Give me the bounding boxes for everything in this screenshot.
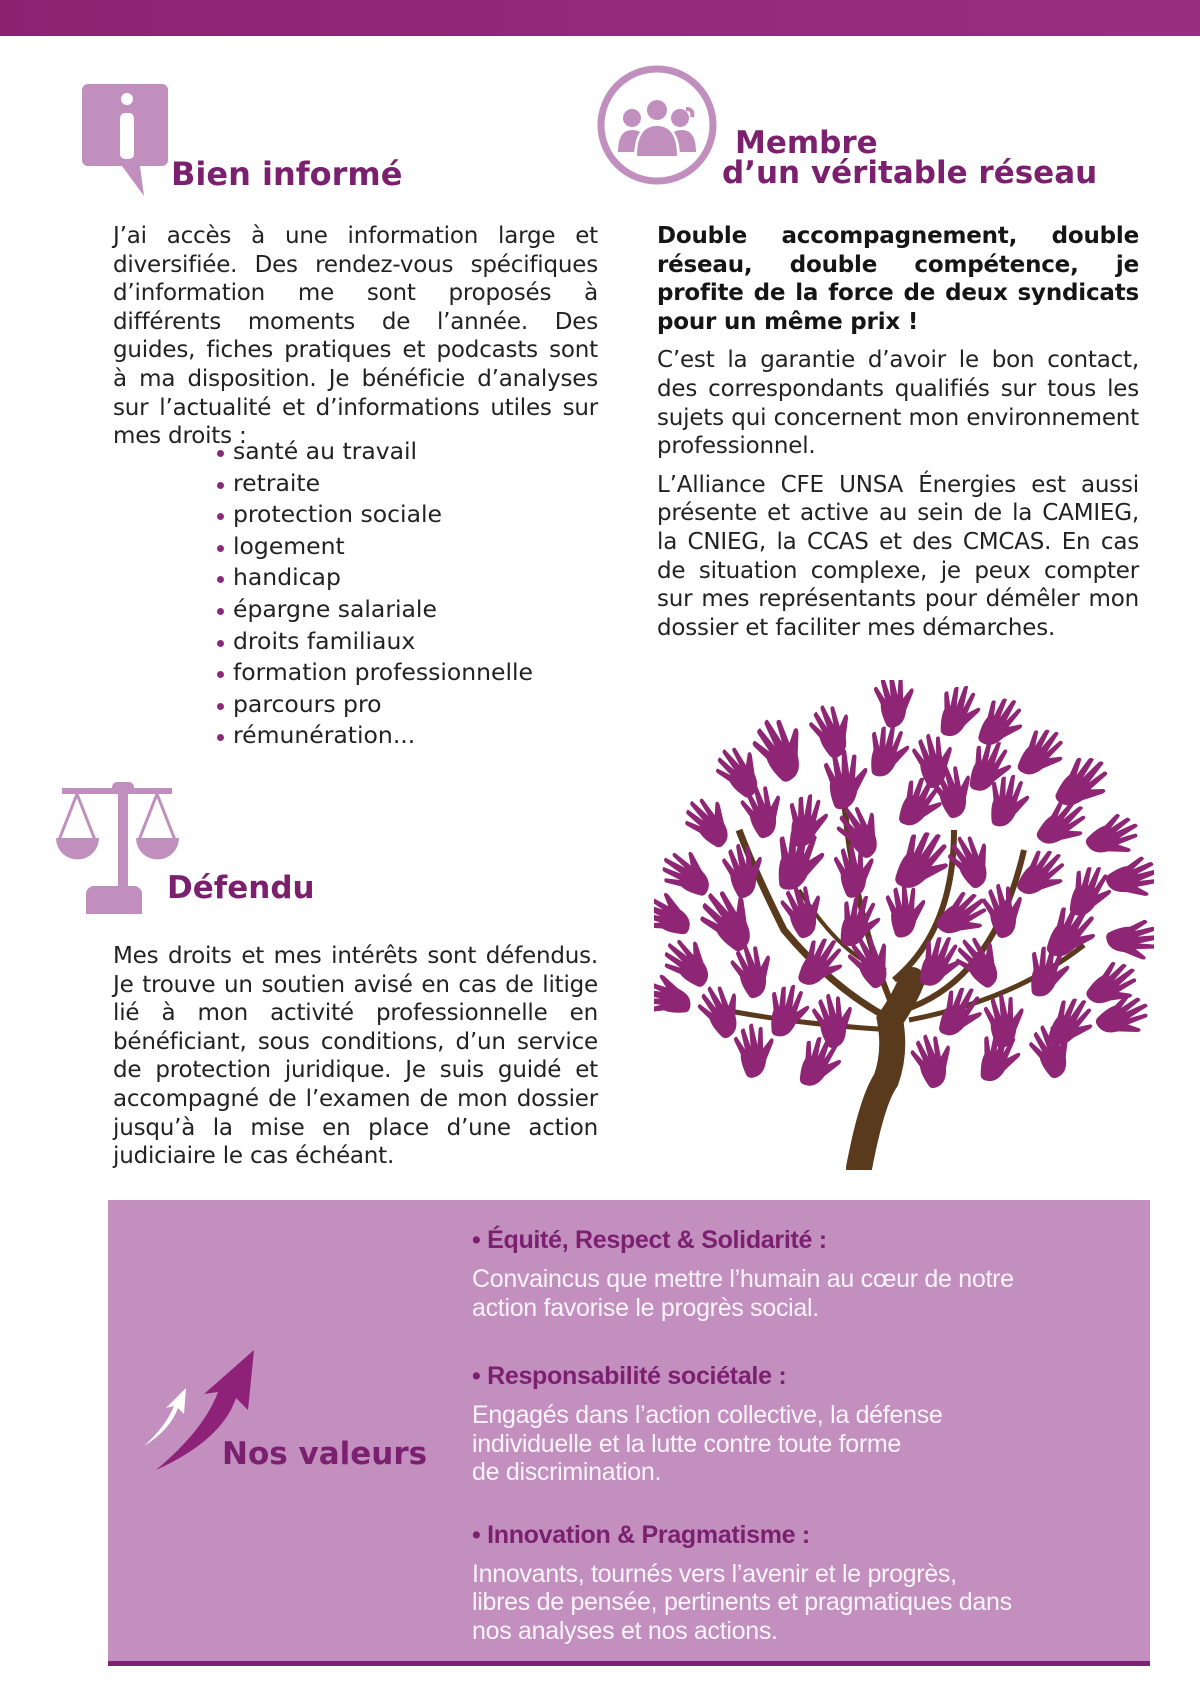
list-item: droits familiaux [217,626,533,658]
value-description [472,1401,1122,1487]
defended-text: Mes droits et mes intérêts sont défendus. Je trouve un soutien avisé en cas de litige lié à mon activité professionnelle en bénéficiant, sous conditions, d’un service de protection juridique. Je suis guidé et accompagné de l’examen de mon dossier jusqu’à la mise en place d’une action judiciaire le cas échéant. [113,943,598,1170]
section-title-informed: Bien informé [171,155,403,193]
list-item: rémunération... [217,720,533,752]
value-line: Innovants, tournés vers l’avenir et le progrès, [472,1559,957,1588]
value-line: nos analyses et nos actions. [472,1616,778,1645]
list-item: handicap [217,562,533,594]
group-people-icon [596,64,718,186]
section-title-network [722,125,1098,191]
value-title: • Équité, Respect & Solidarité : [472,1226,827,1254]
value-description [472,1560,1122,1646]
informed-paragraph [113,222,598,451]
list-item: parcours pro [217,689,533,721]
informed-text: J’ai accès à une information large et diversifiée. Des rendez-vous spécifiques d’information me sont proposés à différents moments de l’année. Des guides, fiches pratiques et podcasts sont à ma disposition. Je bénéficie d’analyses sur l’actualité et d’informations utiles sur mes droits : [113,223,598,450]
values-title: Nos valeurs [222,1436,428,1472]
value-description [472,1265,1122,1322]
defended-paragraph [113,942,598,1171]
list-item: logement [217,531,533,563]
list-item: épargne salariale [217,594,533,626]
network-para-1: C’est la garantie d’avoir le bon contact, des correspondants qualifiés sur tous les sujets qui concernent mon environnement professionnel. [657,347,1139,460]
top-banner [0,0,1200,36]
value-item [472,1521,1122,1646]
value-title: • Responsabilité sociétale : [472,1362,787,1390]
tree-of-hands-illustration [654,680,1154,1170]
values-list [472,1226,1122,1645]
value-line: de discrimination. [472,1458,662,1486]
value-item [472,1362,1122,1487]
title-line-1: Membre [735,125,878,161]
list-item: formation professionnelle [217,657,533,689]
network-para-2: L’Alliance CFE UNSA Énergies est aussi présente et active au sein de la CAMIEG, la CNIEG, la CCAS et des CMCAS. En cas de situation complexe, je peux compter sur mes représentants pour démêler mon dossier et faciliter mes démarches. [657,471,1139,641]
network-lead: Double accompagnement, double réseau, double compétence, je profite de la force de deux syndicats pour un même prix ! [657,223,1139,335]
title-line-2: d’un véritable réseau [722,155,1098,191]
value-item [472,1226,1122,1322]
network-paragraphs [657,222,1139,642]
value-line: Engagés dans l’action collective, la défense [472,1401,943,1429]
value-line: libres de pensée, pertinents et pragmatiques dans [472,1588,1012,1616]
rights-list [217,436,533,752]
value-line: action favorise le progrès social. [472,1293,819,1322]
value-title: • Innovation & Pragmatisme : [472,1520,810,1549]
list-item: protection sociale [217,499,533,531]
values-panel [108,1200,1150,1666]
value-line: Convaincus que mettre l’humain au cœur de notre [472,1265,1014,1293]
value-line: individuelle et la lutte contre toute forme [472,1429,902,1458]
section-title-defended: Défendu [167,870,315,906]
list-item: retraite [217,468,533,500]
info-speech-bubble-icon [82,82,172,198]
list-item: santé au travail [217,436,533,468]
